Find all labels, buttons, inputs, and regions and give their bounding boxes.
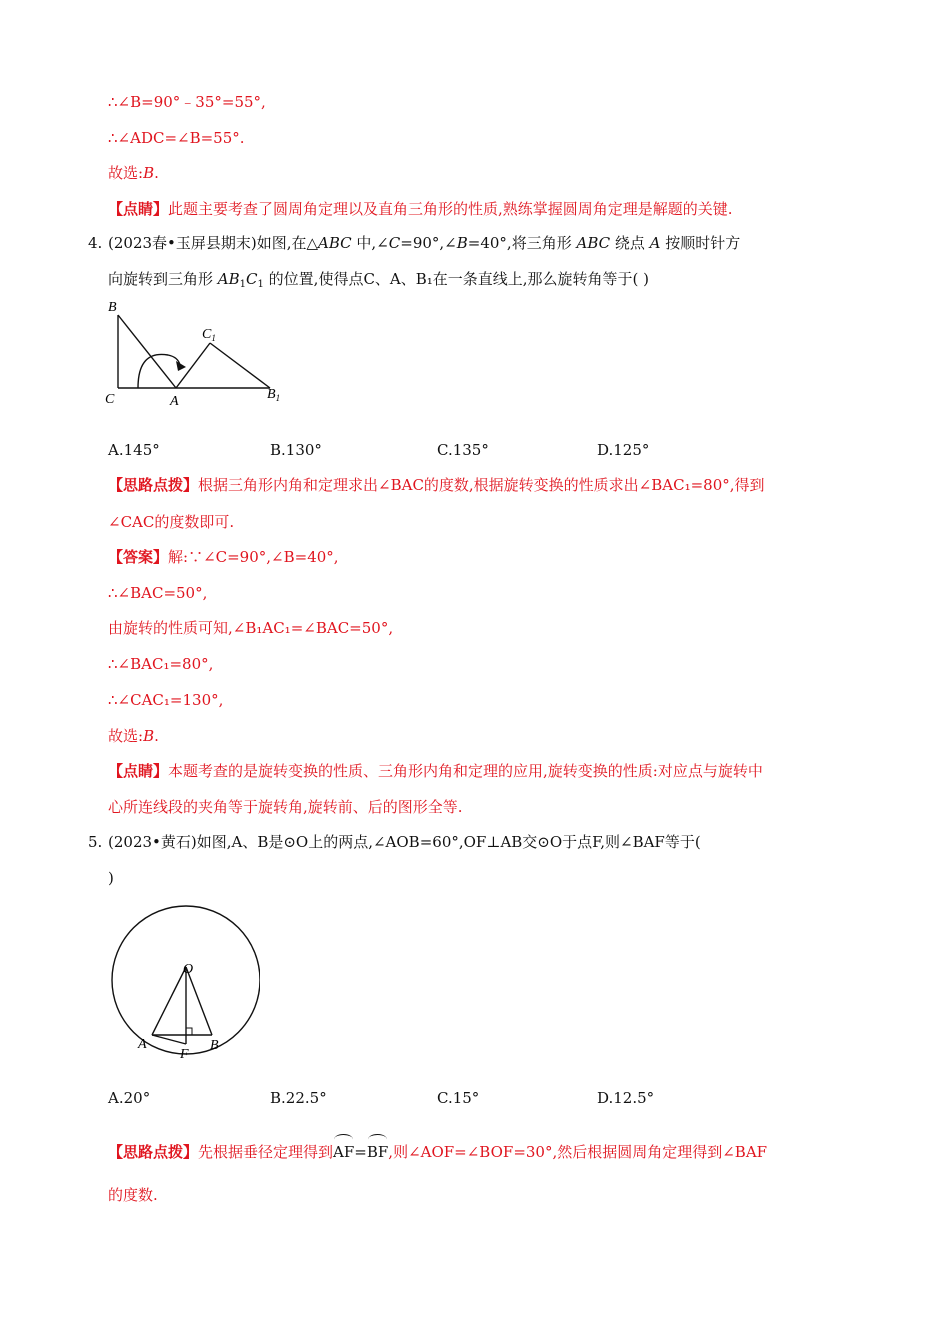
label-o: O [183,962,194,977]
question-4-answer-line-1: 【答案】解:∵∠C=90°,∠B=40°, [108,548,339,566]
question-4-comment-line-1: 【点睛】本题考查的是旋转变换的性质、三角形内角和定理的应用,旋转变换的性质:对应点与旋转中 [108,762,763,780]
question-5-stem-line-2: ) [108,869,114,887]
solution-line-2: ∴∠ADC=∠B=55°. [108,129,245,147]
label-a: A [170,394,179,409]
question-5-option-c: C.15° [437,1089,480,1107]
question-5-option-a: A.20° [108,1089,151,1107]
question-4-comment-line-2: 心所连线段的夹角等于旋转角,旋转前、后的图形全等. [108,798,463,816]
label-c: C [105,392,115,407]
question-4-option-a: A.145° [108,441,160,459]
label-f: F [180,1047,189,1062]
arc-af: AF [333,1138,354,1162]
question-5-stem-line-1: (2023•黄石)如图,A、B是⊙O上的两点,∠AOB=60°,OF⊥AB交⊙O于点F,则∠BAF等于( [108,833,701,851]
circle-figure [100,895,260,1065]
label-b: B [210,1038,219,1053]
question-4-answer-line-5: ∴∠CAC₁=130°, [108,691,224,709]
question-4-answer-line-2: ∴∠BAC=50°, [108,584,208,602]
question-4-stem-line-1: (2023春•玉屏县期末)如图,在△ABC 中,∠C=90°,∠B=40°,将三角形 ABC 绕点 A 按顺时针方 [108,234,741,252]
question-5-number: 5. [88,833,103,851]
solution-line-1: ∴∠B=90°﹣35°=55°, [108,93,266,111]
label-b: B [108,300,117,315]
question-4-answer-line-3: 由旋转的性质可知,∠B₁AC₁=∠BAC=50°, [108,619,394,637]
question-4-option-c: C.135° [437,441,489,459]
question-5-option-d: D.12.5° [597,1089,655,1107]
rotation-figure [100,295,300,410]
question-4-option-d: D.125° [597,441,650,459]
comment-line: 【点睛】此题主要考查了圆周角定理以及直角三角形的性质,熟练掌握圆周角定理是解题的关键. [108,200,733,218]
question-5-option-b: B.22.5° [270,1089,327,1107]
question-5-hint-line-1: 【思路点拨】先根据垂径定理得到AF=BF,则∠AOF=∠BOF=30°,然后根据圆周角定理得到∠BAF [108,1138,767,1162]
label-c1: $C_1$ [202,327,216,343]
question-4-option-b: B.130° [270,441,322,459]
question-4-answer-line-4: ∴∠BAC₁=80°, [108,655,214,673]
label-a: A [138,1037,147,1052]
label-b1: $B_1$ [267,387,281,403]
question-4-stem-line-2: 向旋转到三角形 $AB_1C_1$ 的位置,使得点C、A、B₁在一条直线上,那么旋转角等于( ) [108,270,650,290]
question-4-number: 4. [88,234,103,252]
arc-bf: BF [367,1138,388,1162]
choice-line: 故选:B. [108,164,159,182]
question-4-hint-line-2: ∠CAC的度数即可. [108,513,235,531]
question-4-hint-line-1: 【思路点拨】根据三角形内角和定理求出∠BAC的度数,根据旋转变换的性质求出∠BAC₁=80°,得到 [108,476,765,494]
question-5-hint-line-2: 的度数. [108,1186,158,1204]
question-4-choice-line: 故选:B. [108,727,159,745]
